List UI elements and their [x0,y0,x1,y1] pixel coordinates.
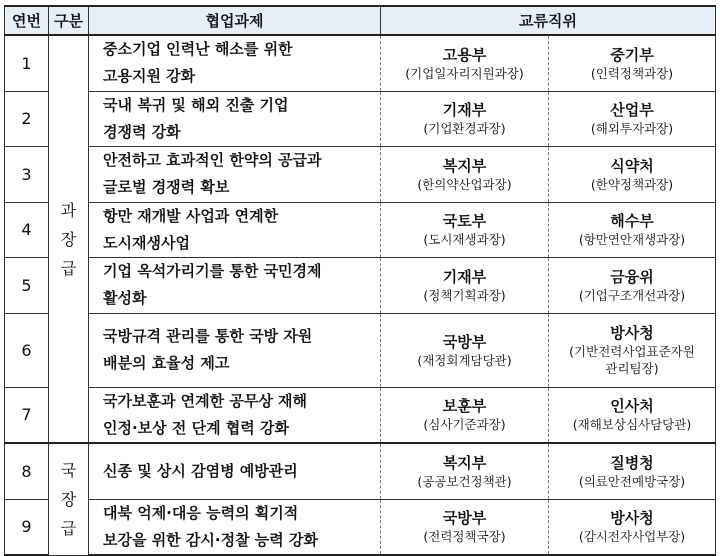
org1-name: 국방부 [442,509,487,528]
task-line: 항만 재개발 사업과 연계한 [103,206,279,225]
header-task: 협업과제 [89,6,381,35]
task-cell [89,443,381,499]
org1-name: 국토부 [442,212,487,230]
org2-cell [549,499,716,555]
org1-cell [381,91,549,146]
org1-cell [381,257,549,313]
org2-unit: (기업구조개선과장) [578,287,686,303]
org1-name: 국방부 [442,332,487,351]
task-cell [89,257,381,313]
org1-cell [381,146,549,202]
group-label-char: 장 [60,489,77,509]
org2-cell [549,313,716,387]
task-cell [89,313,381,387]
org2-name: 해수부 [610,212,654,230]
org2-cell [549,202,716,257]
task-line: 고용지원 강화 [103,67,196,86]
org2-name: 중기부 [610,45,654,64]
org1-unit: (기업일자리지원과장) [405,65,524,81]
org1-cell [381,202,549,257]
org2-cell [549,387,716,443]
row-number: 7 [5,387,49,443]
table-row [5,146,716,202]
task-cell [89,35,381,91]
org2-unit: (한약정책과장) [590,176,674,192]
org2-cell [549,91,716,146]
table-row [5,443,716,499]
row-number: 2 [5,91,49,146]
group-label-char: 과 [60,200,77,220]
row-number: 1 [5,35,49,91]
row-number: 3 [5,146,49,202]
group-label-char: 급 [60,258,77,278]
org1-name: 보훈부 [442,397,487,416]
org1-name: 복지부 [442,453,487,472]
header-group: 구분 [49,6,89,35]
task-line: 중소기업 인력난 해소를 위한 [103,40,293,59]
group-cell-director-general [49,443,89,555]
org1-unit: (도시재생과장) [423,232,506,247]
task-line: 안전하고 효과적인 한약의 공급과 [103,151,322,169]
task-line: 국방규격 관리를 통한 국방 자원 [103,327,313,345]
group-label-char: 장 [60,229,77,249]
table-row [5,313,716,387]
org2-cell [549,35,716,91]
org1-cell [381,313,549,387]
org1-name: 기재부 [442,101,487,119]
table-header-row [5,6,716,35]
task-line: 도시재생사업 [103,233,190,252]
table-row [5,499,716,555]
task-line: 보강을 위한 감시·정찰 능력 강화 [103,530,318,549]
task-line: 국내 복귀 및 해외 진출 기업 [103,95,289,114]
org2-unit: (의료안전예방국장) [578,473,686,489]
task-cell [89,499,381,555]
table-row [5,91,716,146]
row-number: 6 [5,313,49,387]
org2-name: 방사청 [610,324,654,342]
table-row [5,202,716,257]
row-number: 9 [5,499,49,555]
header-exchange-position: 교류직위 [381,6,716,35]
org1-unit: (재정회계담당관) [417,352,512,368]
org1-unit: (공공보건정책관) [417,473,512,489]
task-line: 기업 옥석가리기를 통한 국민경제 [103,262,322,280]
org2-unit: (기반전력사업표준자원 [569,344,695,359]
org2-unit: (해외투자과장) [590,121,674,136]
org1-cell [381,443,549,499]
row-number: 4 [5,202,49,257]
exchange-position-table [4,5,716,556]
group-cell-director [49,35,89,443]
org2-cell [549,257,716,313]
org2-cell [549,146,716,202]
task-line: 인정·보상 전 단계 협력 강화 [103,418,289,437]
group-label-char: 국 [60,460,77,480]
task-line: 대북 억제·대응 능력의 획기적 [103,503,299,522]
row-number: 8 [5,443,49,499]
task-line: 국가보훈과 연계한 공무상 재해 [103,391,308,410]
task-cell [89,91,381,146]
org2-name: 질병청 [610,453,654,472]
task-cell [89,387,381,443]
org2-name: 산업부 [610,101,654,119]
org2-cell [549,443,716,499]
task-line: 배분의 효율성 제고 [103,354,230,372]
org2-name: 인사처 [610,397,654,416]
org1-name: 복지부 [442,156,487,175]
org2-unit: (감시전자사업부장) [578,529,686,545]
task-cell [89,146,381,202]
org1-cell [381,35,549,91]
table-row [5,257,716,313]
table-row [5,35,716,91]
org2-name: 금융위 [610,267,654,286]
org1-unit: (심사기준과장) [423,417,506,433]
org2-unit: (재해보상심사담당관) [572,417,692,433]
task-line: 신종 및 상시 감염병 예방관리 [103,461,298,480]
task-cell [89,202,381,257]
org1-cell [381,387,549,443]
org1-cell [381,499,549,555]
org2-unit-line2: 관리팀장) [605,361,659,376]
org1-name: 기재부 [442,267,487,286]
org1-unit: (한의약산업과장) [417,176,512,192]
org2-unit: (인력정책과장) [590,65,674,81]
org2-unit: (항만연안재생과장) [578,232,686,247]
org1-unit: (정책기획과장) [423,287,506,303]
org1-unit: (기업환경과장) [423,121,506,136]
header-no: 연번 [5,6,49,35]
task-line: 활성화 [103,289,147,307]
task-line: 글로벌 경쟁력 확보 [103,178,230,196]
org1-name: 고용부 [442,45,487,64]
row-number: 5 [5,257,49,313]
org2-name: 방사청 [610,509,654,528]
table-row [5,387,716,443]
org1-unit: (전력정책국장) [423,529,506,545]
org2-name: 식약처 [610,156,654,175]
task-line: 경쟁력 강화 [103,122,181,141]
group-label-char: 급 [60,518,77,538]
